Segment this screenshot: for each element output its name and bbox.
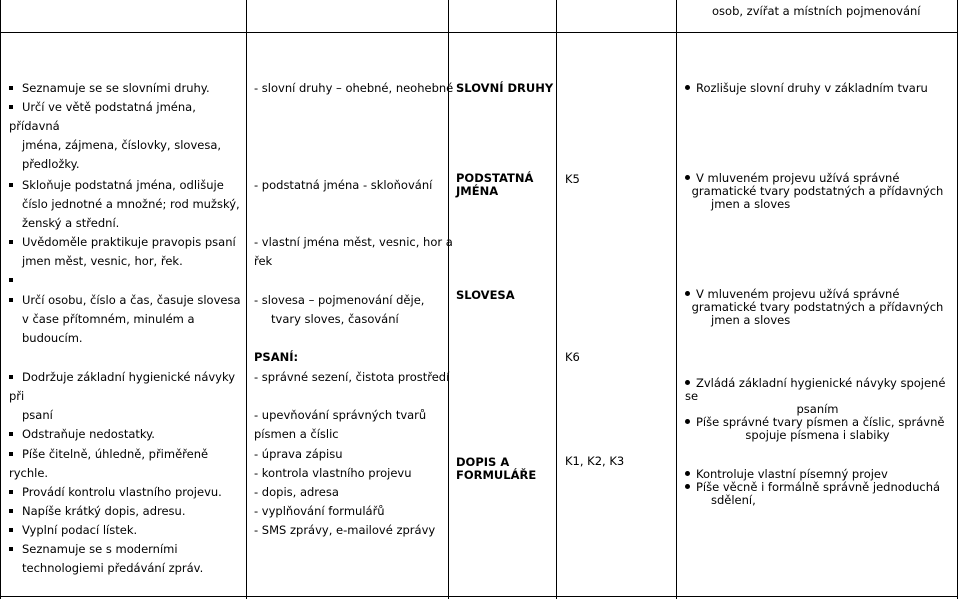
round-bullet-icon bbox=[685, 175, 690, 180]
list-item: Píše věcně i formálně správně jednoduchá bbox=[685, 481, 940, 494]
list-item: Určí ve větě podstatná jména, přídavná bbox=[9, 100, 196, 133]
row2-col1 bbox=[9, 176, 245, 290]
round-bullet-icon bbox=[685, 419, 690, 424]
row5-col4: K1, K2, K3 bbox=[565, 454, 625, 468]
text-line: - dopis, adresa bbox=[254, 485, 339, 499]
square-bullet-icon bbox=[9, 298, 13, 302]
round-bullet-icon bbox=[685, 85, 690, 90]
heading-line: PODSTATNÁ bbox=[456, 171, 534, 185]
text-line: - kontrola vlastního projevu bbox=[254, 466, 412, 480]
row4-col2a: - správné sezení, čistota prostředí bbox=[254, 370, 450, 384]
list-item-continued: ženský a střední. bbox=[22, 216, 120, 230]
list-item: V mluveném projevu užívá správné bbox=[685, 288, 950, 301]
square-bullet-icon bbox=[9, 86, 13, 90]
round-bullet-icon bbox=[685, 380, 690, 385]
row2-col2b bbox=[254, 233, 453, 271]
row2-col5 bbox=[685, 172, 950, 211]
row5-col3-heading bbox=[456, 456, 536, 482]
row0-col5-text: osob, zvířat a místních pojmenování bbox=[712, 4, 921, 18]
text-line: - SMS zprávy, e-mailové zprávy bbox=[254, 523, 436, 537]
table-border-col2 bbox=[246, 0, 247, 599]
list-item-empty bbox=[9, 271, 245, 290]
row4-col4-heading: K6 bbox=[565, 350, 580, 364]
row4-col5 bbox=[685, 377, 959, 442]
list-item-continued: spojuje písmena i slabiky bbox=[745, 428, 890, 442]
list-item: Napíše krátký dopis, adresu. bbox=[9, 502, 245, 521]
list-item-continued: v čase přítomném, minulém a budoucím. bbox=[22, 312, 195, 345]
row2-col2a: - podstatná jména - skloňování bbox=[254, 178, 433, 192]
list-item-continued: jmen a sloves bbox=[711, 197, 791, 211]
list-item-continued: jména, zájmena, číslovky, slovesa, bbox=[22, 138, 222, 152]
list-item: Seznamuje se s moderními bbox=[9, 540, 245, 559]
row5-col5 bbox=[685, 468, 940, 507]
row1-col2: - slovní druhy – ohebné, neohebné bbox=[254, 81, 454, 95]
square-bullet-icon bbox=[9, 183, 13, 187]
text-line: - vyplňování formulářů bbox=[254, 504, 385, 518]
list-item-continued: psaní bbox=[22, 408, 53, 422]
list-item: Píše čitelně, úhledně, přiměřeně rychle. bbox=[9, 447, 209, 480]
list-item: Seznamuje se se slovními druhy. bbox=[9, 79, 245, 98]
list-item: Vyplní podací lístek. bbox=[9, 521, 245, 540]
row2-col3-heading bbox=[456, 172, 533, 198]
square-bullet-icon bbox=[9, 375, 13, 379]
row4-col1 bbox=[9, 368, 245, 444]
table-border-left bbox=[0, 0, 1, 599]
row1-col3-heading: SLOVNÍ DRUHY bbox=[456, 81, 554, 95]
list-item-continued: jmen a sloves bbox=[711, 313, 791, 327]
list-item-continued: číslo jednotné a množné; rod mužský, bbox=[22, 197, 240, 211]
square-bullet-icon bbox=[9, 432, 13, 436]
list-item: Dodržuje základní hygienické návyky při bbox=[9, 370, 236, 403]
text-line: - vlastní jména měst, vesnic, hor a bbox=[254, 235, 453, 249]
table-border-col4 bbox=[556, 0, 557, 599]
row4-col2b bbox=[254, 406, 426, 444]
table-border-col5 bbox=[676, 0, 677, 599]
row5-col2 bbox=[254, 445, 435, 540]
row5-col1 bbox=[9, 445, 245, 578]
square-bullet-icon bbox=[9, 105, 13, 109]
list-item-continued: gramatické tvary podstatných a přídavných bbox=[691, 184, 944, 198]
list-item-continued: předložky. bbox=[22, 157, 80, 171]
text-line: písmen a číslic bbox=[254, 427, 339, 441]
list-item-continued: gramatické tvary podstatných a přídavných bbox=[691, 300, 944, 314]
heading-line: JMÉNA bbox=[456, 184, 499, 198]
round-bullet-icon bbox=[685, 291, 690, 296]
round-bullet-icon bbox=[685, 471, 690, 476]
row1-col5: Rozlišuje slovní druhy v základním tvaru bbox=[685, 79, 928, 98]
list-item-continued: sdělení, bbox=[711, 493, 756, 507]
list-item: Skloňuje podstatná jména, odlišuje bbox=[9, 176, 245, 195]
text-line: řek bbox=[254, 254, 273, 268]
list-item: Píše správné tvary písmen a číslic, správně bbox=[685, 416, 959, 429]
square-bullet-icon bbox=[9, 547, 13, 551]
square-bullet-icon bbox=[9, 278, 13, 282]
row-border-bottom bbox=[0, 596, 958, 597]
text-line: - slovesa – pojmenování děje, bbox=[254, 293, 425, 307]
row4-col2-heading: PSANÍ: bbox=[254, 350, 299, 364]
list-item-continued: psaním bbox=[796, 402, 839, 416]
list-item: Zvládá základní hygienické návyky spojené se bbox=[685, 376, 946, 403]
heading-line: FORMULÁŘE bbox=[456, 468, 537, 482]
square-bullet-icon bbox=[9, 509, 13, 513]
row1-col1 bbox=[9, 79, 245, 174]
list-item: Určí osobu, číslo a čas, časuje slovesa bbox=[9, 291, 245, 310]
list-item: Uvědoměle praktikuje pravopis psaní bbox=[9, 233, 245, 252]
row3-col1 bbox=[9, 291, 245, 348]
list-item-continued: technologiemi předávání zpráv. bbox=[22, 561, 204, 575]
row2-col4: K5 bbox=[565, 172, 580, 186]
list-item: V mluveném projevu užívá správné bbox=[685, 172, 950, 185]
square-bullet-icon bbox=[9, 452, 13, 456]
list-item: Provádí kontrolu vlastního projevu. bbox=[9, 483, 245, 502]
list-item-continued: jmen měst, vesnic, hor, řek. bbox=[22, 254, 183, 268]
text-line: - úprava zápisu bbox=[254, 447, 343, 461]
table-border-right bbox=[957, 0, 958, 599]
text-line: tvary sloves, časování bbox=[271, 312, 399, 326]
list-item: Odstraňuje nedostatky. bbox=[9, 425, 245, 444]
square-bullet-icon bbox=[9, 528, 13, 532]
heading-line: DOPIS A bbox=[456, 455, 510, 469]
row3-col2 bbox=[254, 291, 424, 329]
row3-col3-heading: SLOVESA bbox=[456, 288, 515, 302]
list-item: Kontroluje vlastní písemný projev bbox=[685, 468, 940, 481]
square-bullet-icon bbox=[9, 240, 13, 244]
row-border-top bbox=[0, 32, 958, 33]
square-bullet-icon bbox=[9, 490, 13, 494]
text-line: - upevňování správných tvarů bbox=[254, 408, 427, 422]
round-bullet-icon bbox=[685, 484, 690, 489]
row3-col5 bbox=[685, 288, 950, 327]
